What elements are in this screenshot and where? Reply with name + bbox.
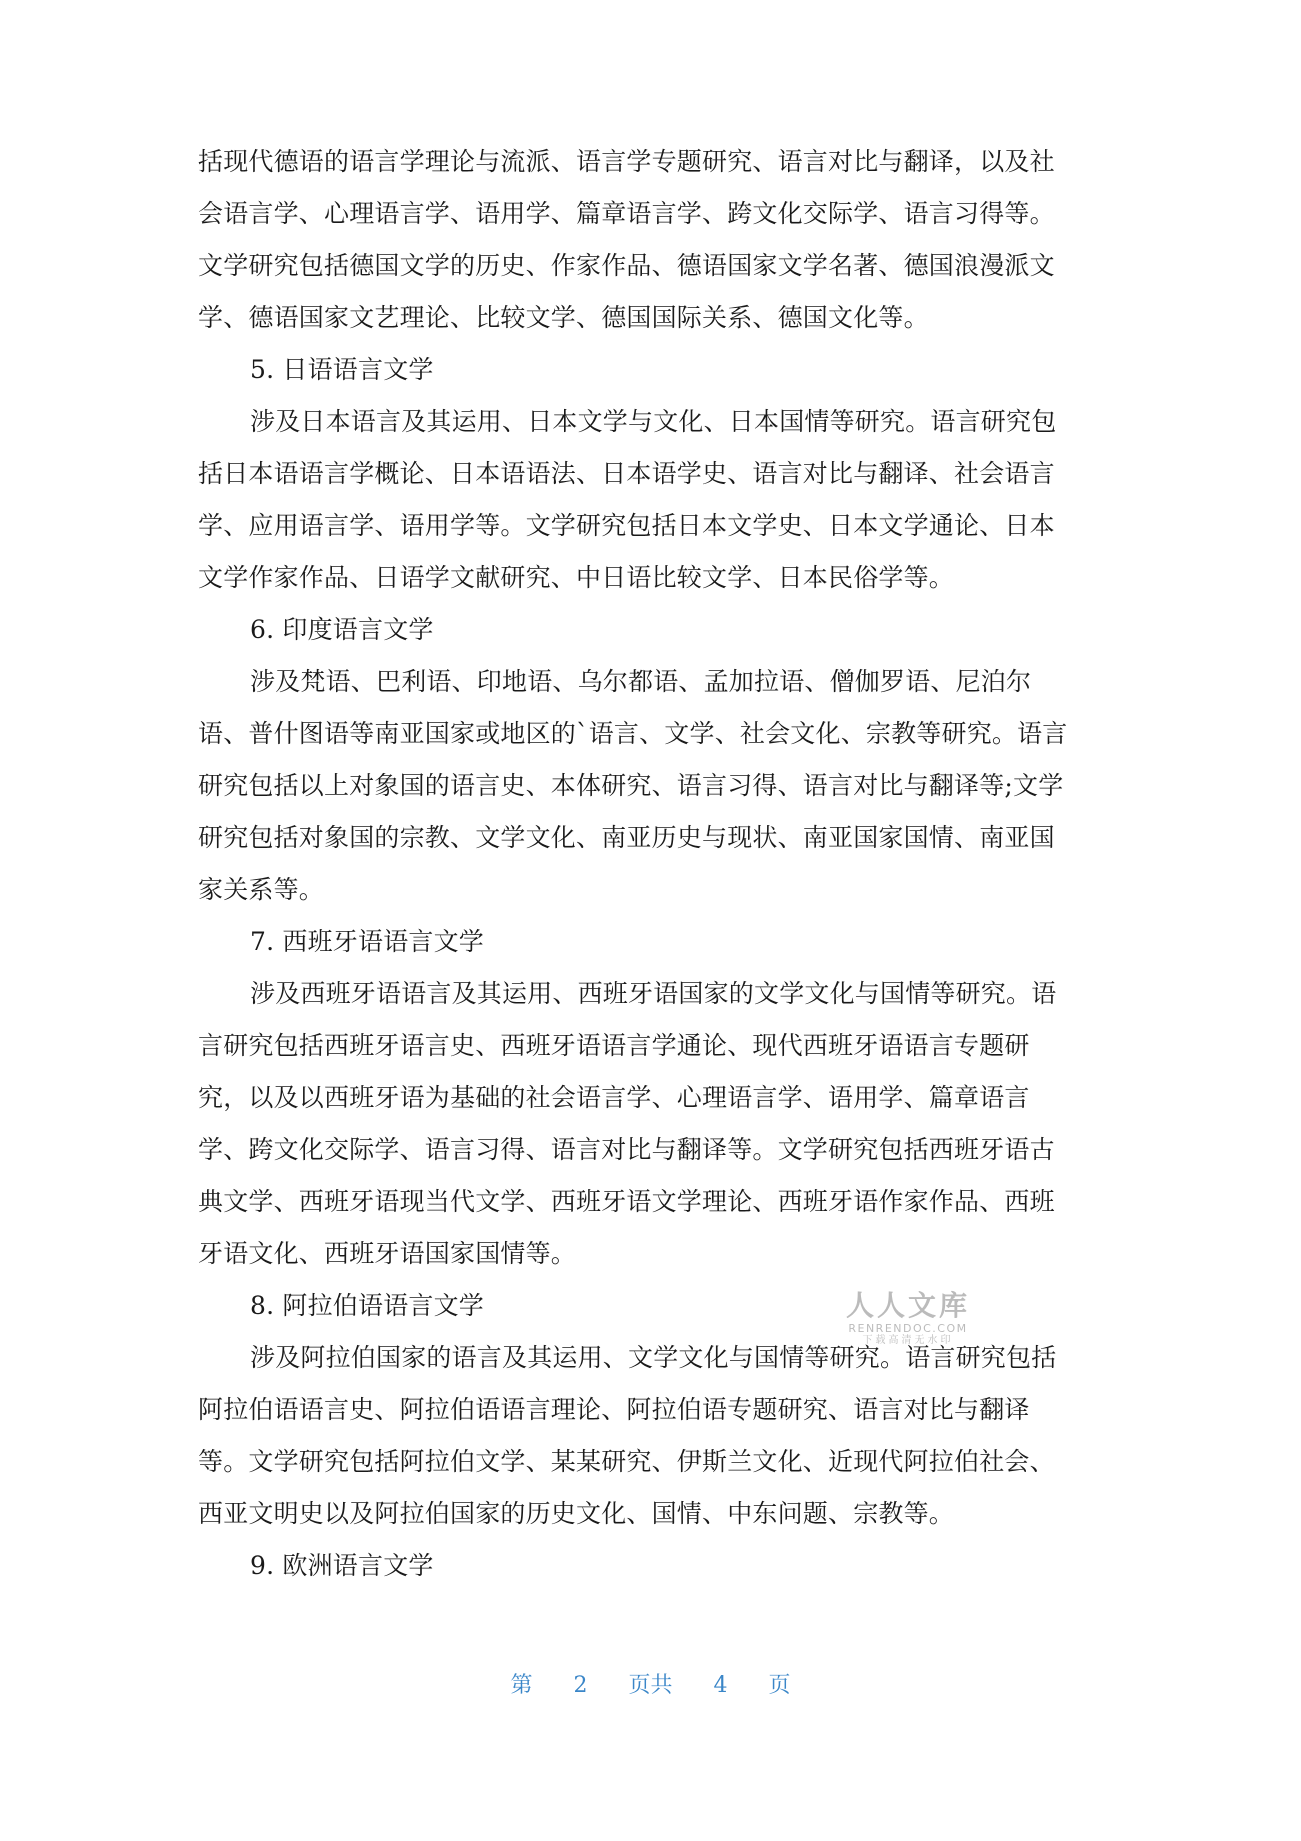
footer-current-page: 2 — [573, 1673, 588, 1698]
text-line: 5. 日语语言文学 — [250, 355, 434, 384]
text-line: 牙语文化、西班牙语国家国情等。 — [198, 1239, 577, 1268]
document-body — [198, 136, 1103, 1592]
watermark-logo — [838, 1290, 978, 1347]
text-line: 涉及阿拉伯国家的语言及其运用、文学文化与国情等研究。语言研究包括 — [250, 1343, 1057, 1372]
footer-total-pages: 4 — [713, 1673, 728, 1698]
text-line: 涉及西班牙语语言及其运用、西班牙语国家的文学文化与国情等研究。语 — [250, 979, 1057, 1008]
footer-suffix: 页 — [768, 1673, 791, 1698]
text-line: 括现代德语的语言学理论与流派、语言学专题研究、语言对比与翻译，以及社 — [198, 147, 1055, 176]
text-line: 研究包括对象国的宗教、文学文化、南亚历史与现状、南亚国家国情、南亚国 — [198, 823, 1055, 852]
text-line: 文学作家作品、日语学文献研究、中日语比较文学、日本民俗学等。 — [198, 563, 955, 592]
text-line: 括日本语语言学概论、日本语语法、日本语学史、语言对比与翻译、社会语言 — [198, 459, 1055, 488]
page-footer — [0, 1668, 1301, 1699]
text-line: 语、普什图语等南亚国家或地区的`语言、文学、社会文化、宗教等研究。语言 — [198, 719, 1068, 748]
text-line: 学、德语国家文艺理论、比较文学、德国国际关系、德国文化等。 — [198, 303, 929, 332]
footer-prefix: 第 — [510, 1673, 533, 1698]
text-line: 言研究包括西班牙语言史、西班牙语语言学通论、现代西班牙语语言专题研 — [198, 1031, 1030, 1060]
text-line: 究，以及以西班牙语为基础的社会语言学、心理语言学、语用学、篇章语言 — [198, 1083, 1030, 1112]
watermark-title: 人人文库 — [845, 1289, 970, 1322]
text-line: 西亚文明史以及阿拉伯国家的历史文化、国情、中东问题、宗教等。 — [198, 1499, 955, 1528]
text-line: 涉及梵语、巴利语、印地语、乌尔都语、孟加拉语、僧伽罗语、尼泊尔 — [250, 667, 1032, 696]
text-line: 文学研究包括德国文学的历史、作家作品、德语国家文学名著、德国浪漫派文 — [198, 251, 1055, 280]
text-line: 家关系等。 — [198, 875, 325, 904]
text-line: 阿拉伯语语言史、阿拉伯语语言理论、阿拉伯语专题研究、语言对比与翻译 — [198, 1395, 1030, 1424]
watermark-url: RENRENDOC.COM — [848, 1322, 968, 1335]
watermark-subtitle: 下载高清无水印 — [862, 1335, 954, 1346]
text-line: 典文学、西班牙语现当代文学、西班牙语文学理论、西班牙语作家作品、西班 — [198, 1187, 1055, 1216]
text-line: 学、应用语言学、语用学等。文学研究包括日本文学史、日本文学通论、日本 — [198, 511, 1055, 540]
text-line: 7. 西班牙语语言文学 — [250, 927, 485, 956]
footer-mid: 页共 — [628, 1673, 673, 1698]
text-line: 等。文学研究包括阿拉伯文学、某某研究、伊斯兰文化、近现代阿拉伯社会、 — [198, 1447, 1055, 1476]
text-line: 9. 欧洲语言文学 — [250, 1551, 434, 1580]
text-line: 6. 印度语言文学 — [250, 615, 434, 644]
text-line: 研究包括以上对象国的语言史、本体研究、语言习得、语言对比与翻译等;文学 — [198, 771, 1064, 800]
text-line: 会语言学、心理语言学、语用学、篇章语言学、跨文化交际学、语言习得等。 — [198, 199, 1055, 228]
text-line: 8. 阿拉伯语语言文学 — [250, 1291, 485, 1320]
text-line: 学、跨文化交际学、语言习得、语言对比与翻译等。文学研究包括西班牙语古 — [198, 1135, 1055, 1164]
text-line: 涉及日本语言及其运用、日本文学与文化、日本国情等研究。语言研究包 — [250, 407, 1057, 436]
